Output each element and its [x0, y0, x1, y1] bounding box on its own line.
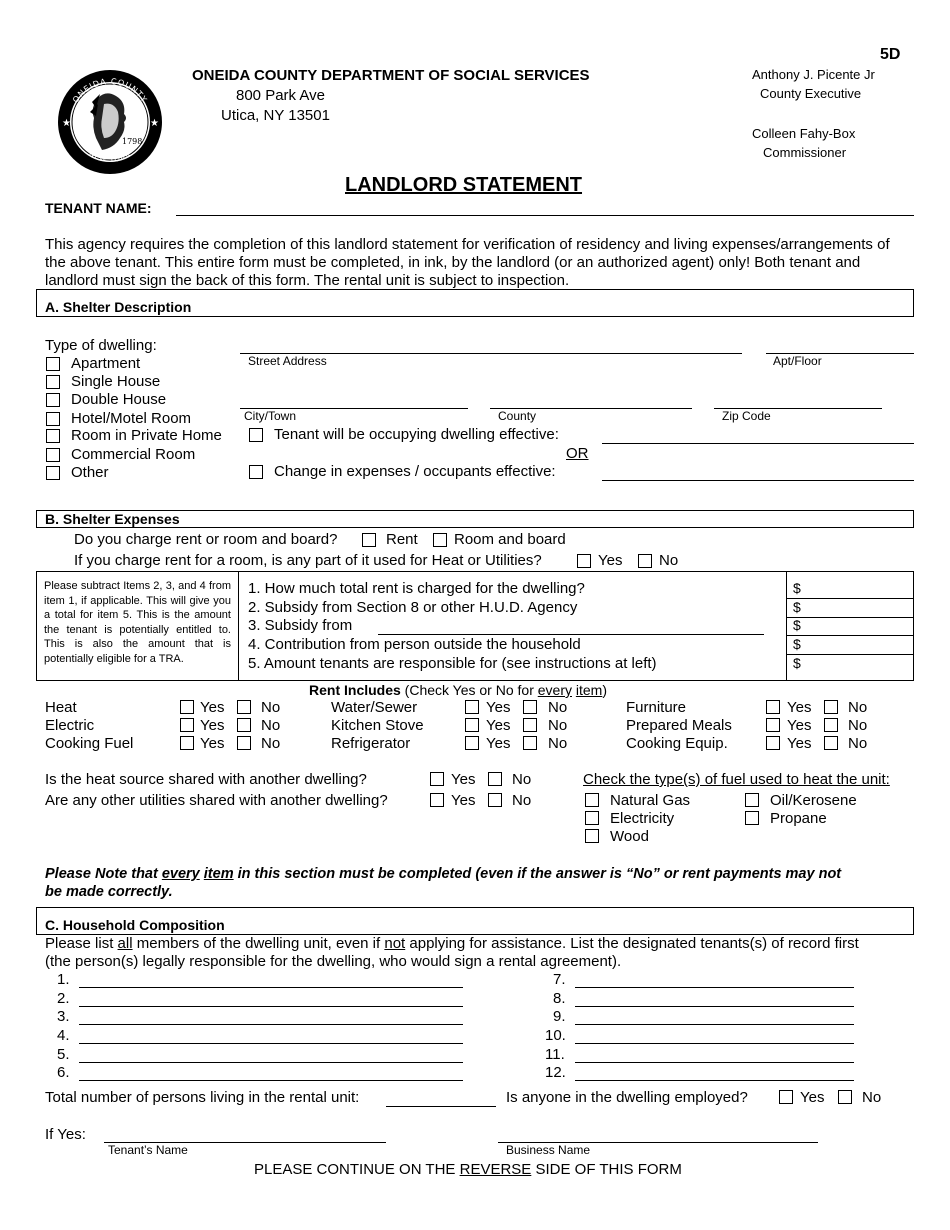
rent-item-amount-field[interactable] — [808, 655, 908, 673]
includes-yes-label: Yes — [787, 699, 812, 716]
rent-item-label: 2. Subsidy from Section 8 or other H.U.D. Agency — [248, 599, 578, 616]
includes-item-label: Water/Sewer — [331, 699, 418, 716]
includes-no-label: No — [261, 717, 281, 734]
utilities-shared-yes-checkbox[interactable] — [430, 793, 444, 807]
includes-yes-checkbox[interactable] — [465, 718, 479, 732]
street-address-label: Street Address — [248, 354, 327, 368]
room-board-label: Room and board — [454, 531, 566, 548]
rent-item-label: 1. How much total rent is charged for the dwelling? — [248, 580, 585, 597]
includes-yes-checkbox[interactable] — [766, 736, 780, 750]
includes-no-checkbox[interactable] — [523, 736, 537, 750]
member-number: 7. — [553, 971, 566, 988]
member-number: 9. — [553, 1008, 566, 1025]
member-number: 10. — [545, 1027, 566, 1044]
change-label: Change in expenses / occupants effective: — [274, 463, 556, 480]
commissioner-name: Colleen Fahy-Box — [752, 126, 856, 141]
occupying-date-field[interactable] — [602, 443, 914, 444]
includes-yes-checkbox[interactable] — [766, 700, 780, 714]
member-name-field[interactable] — [79, 1024, 463, 1025]
fuel-checkbox[interactable] — [745, 793, 759, 807]
subsidy-source-field[interactable] — [378, 634, 764, 635]
includes-no-checkbox[interactable] — [237, 736, 251, 750]
dwelling-type-label: Single House — [71, 373, 161, 390]
includes-yes-label: Yes — [486, 735, 511, 752]
member-number: 4. — [57, 1027, 70, 1044]
includes-no-label: No — [848, 717, 868, 734]
fuel-checkbox[interactable] — [585, 793, 599, 807]
fuel-label: Oil/Kerosene — [770, 792, 857, 809]
heat-shared-question: Is the heat source shared with another dwelling? — [45, 771, 367, 788]
rent-item-label: 3. Subsidy from — [248, 617, 353, 634]
seal-top-text: ONEIDA COUNTY — [70, 76, 150, 105]
rent-item-label: 5. Amount tenants are responsible for (see instructions at left) — [248, 655, 657, 672]
member-name-field[interactable] — [79, 1062, 463, 1063]
rent-item-dollar: $ — [793, 617, 801, 633]
section-b-title: B. Shelter Expenses — [45, 511, 180, 527]
fuel-checkbox[interactable] — [585, 829, 599, 843]
rent-item-amount-field[interactable] — [808, 636, 908, 654]
dwelling-type-checkbox[interactable] — [46, 429, 60, 443]
member-name-field[interactable] — [79, 1043, 463, 1044]
dwelling-type-label: Room in Private Home — [71, 427, 222, 444]
zip-label: Zip Code — [722, 409, 771, 423]
dwelling-type-label: Other — [71, 464, 109, 481]
includes-yes-checkbox[interactable] — [766, 718, 780, 732]
rent-item-dollar: $ — [793, 636, 801, 652]
includes-item-label: Furniture — [626, 699, 687, 716]
member-name-field[interactable] — [79, 1080, 463, 1081]
rent-item-dollar: $ — [793, 655, 801, 671]
city-label: City/Town — [244, 409, 297, 423]
member-number: 6. — [57, 1064, 70, 1081]
change-date-field[interactable] — [602, 480, 914, 481]
tenant-name-label: TENANT NAME: — [45, 200, 152, 216]
section-a-title: A. Shelter Description — [45, 299, 192, 315]
dwelling-type-label: Hotel/Motel Room — [71, 410, 192, 427]
note-line-2: be made correctly. — [45, 884, 173, 900]
heat-shared-yes-checkbox[interactable] — [430, 772, 444, 786]
rent-item-dollar: $ — [793, 599, 801, 615]
utilities-shared-question: Are any other utilities shared with another dwelling? — [45, 792, 388, 809]
includes-no-checkbox[interactable] — [523, 700, 537, 714]
includes-item-label: Heat — [45, 699, 77, 716]
heat-shared-no-label: No — [512, 771, 532, 788]
includes-no-label: No — [848, 699, 868, 716]
includes-item-label: Electric — [45, 717, 95, 734]
seal-bottom-text: NEW YORK — [87, 149, 133, 165]
member-number: 8. — [553, 990, 566, 1007]
total-persons-field[interactable] — [386, 1106, 496, 1107]
includes-yes-label: Yes — [486, 699, 511, 716]
member-name-field[interactable] — [79, 987, 463, 988]
section-a-header — [36, 289, 914, 317]
or-label: OR — [566, 445, 589, 462]
rent-item-label: 4. Contribution from person outside the household — [248, 636, 581, 653]
includes-no-checkbox[interactable] — [237, 700, 251, 714]
member-name-field[interactable] — [575, 1024, 854, 1025]
tenant-name-caption: Tenant’s Name — [108, 1143, 188, 1157]
rent-instructions: Please subtract Items 2, 3, and 4 from item 1, if applicable. This will give you a total for item 5. This is the amount the tenant is potentially entitled to. This is also the amount that is potentially eligible for a TRA. — [44, 580, 231, 665]
utilities-shared-no-label: No — [512, 792, 532, 809]
heat-utilities-question: If you charge rent for a room, is any part of it used for Heat or Utilities? — [74, 552, 542, 569]
dwelling-type-checkbox[interactable] — [46, 393, 60, 407]
utilities-shared-yes-label: Yes — [451, 792, 476, 809]
dwelling-type-label: Type of dwelling: — [45, 337, 157, 354]
includes-no-checkbox[interactable] — [824, 700, 838, 714]
includes-no-label: No — [548, 735, 568, 752]
section-c-header — [36, 907, 914, 935]
heat-utilities-no-checkbox[interactable] — [638, 554, 652, 568]
member-name-field[interactable] — [575, 1043, 854, 1044]
heat-shared-no-checkbox[interactable] — [488, 772, 502, 786]
includes-yes-label: Yes — [486, 717, 511, 734]
dwelling-type-checkbox[interactable] — [46, 357, 60, 371]
includes-item-label: Cooking Equip. — [626, 735, 728, 752]
includes-yes-label: Yes — [200, 717, 225, 734]
includes-yes-label: Yes — [787, 735, 812, 752]
total-persons-label: Total number of persons living in the rental unit: — [45, 1089, 360, 1106]
fuel-label: Propane — [770, 810, 827, 827]
member-name-field[interactable] — [575, 1080, 854, 1081]
member-number: 5. — [57, 1046, 70, 1063]
change-checkbox[interactable] — [249, 465, 263, 479]
heat-shared-yes-label: Yes — [451, 771, 476, 788]
includes-yes-label: Yes — [787, 717, 812, 734]
member-name-field[interactable] — [575, 1062, 854, 1063]
includes-no-checkbox[interactable] — [824, 736, 838, 750]
apt-floor-label: Apt/Floor — [773, 354, 822, 368]
fuel-label: Wood — [610, 828, 649, 845]
rent-includes-heading: Rent Includes (Check Yes or No for every item) — [309, 682, 607, 698]
dwelling-type-label: Apartment — [71, 355, 141, 372]
dwelling-type-label: Double House — [71, 391, 167, 408]
dwelling-type-checkbox[interactable] — [46, 412, 60, 426]
household-intro-2: (the person(s) legally responsible for the dwelling, who would sign a rental agreement). — [45, 953, 622, 970]
dwelling-type-checkbox[interactable] — [46, 466, 60, 480]
employed-yes-label: Yes — [800, 1089, 825, 1106]
form-title: LANDLORD STATEMENT — [345, 174, 583, 196]
room-board-checkbox[interactable] — [433, 533, 447, 547]
charge-question: Do you charge rent or room and board? — [74, 531, 338, 548]
agency-address-1: 800 Park Ave — [236, 87, 325, 104]
section-c-title: C. Household Composition — [45, 917, 225, 933]
includes-yes-checkbox[interactable] — [180, 700, 194, 714]
includes-yes-label: Yes — [200, 699, 225, 716]
heat-utilities-no-label: No — [659, 552, 679, 569]
includes-item-label: Refrigerator — [331, 735, 411, 752]
includes-no-label: No — [548, 699, 568, 716]
if-yes-label: If Yes: — [45, 1126, 86, 1143]
member-number: 11. — [545, 1046, 565, 1063]
includes-no-checkbox[interactable] — [523, 718, 537, 732]
agency-address-2: Utica, NY 13501 — [221, 107, 330, 124]
business-name-caption: Business Name — [506, 1143, 591, 1157]
employed-yes-checkbox[interactable] — [779, 1090, 793, 1104]
commissioner-title: Commissioner — [763, 145, 847, 160]
fuel-checkbox[interactable] — [745, 811, 759, 825]
fuel-checkbox[interactable] — [585, 811, 599, 825]
includes-yes-checkbox[interactable] — [465, 700, 479, 714]
rent-label: Rent — [386, 531, 418, 548]
dwelling-type-label: Commercial Room — [71, 446, 196, 463]
svg-text:★: ★ — [62, 118, 71, 129]
rent-item-dollar: $ — [793, 580, 801, 596]
form-code: 5D — [880, 46, 901, 63]
includes-item-label: Kitchen Stove — [331, 717, 424, 734]
member-number: 3. — [57, 1008, 70, 1025]
fuel-type-heading: Check the type(s) of fuel used to heat the unit: — [583, 771, 890, 788]
includes-yes-checkbox[interactable] — [180, 736, 194, 750]
includes-no-label: No — [548, 717, 568, 734]
employed-no-label: No — [862, 1089, 882, 1106]
includes-yes-label: Yes — [200, 735, 225, 752]
occupying-label: Tenant will be occupying dwelling effective: — [274, 426, 559, 443]
includes-no-label: No — [261, 735, 281, 752]
includes-yes-checkbox[interactable] — [465, 736, 479, 750]
includes-no-label: No — [848, 735, 868, 752]
tenant-name-field[interactable] — [176, 215, 914, 216]
executive-title: County Executive — [760, 86, 862, 101]
household-intro-1: Please list all members of the dwelling unit, even if not applying for assistance. List the designated tenants(s) of record first — [45, 935, 859, 952]
includes-no-label: No — [261, 699, 281, 716]
county-seal — [56, 68, 164, 176]
includes-item-label: Prepared Meals — [626, 717, 732, 734]
rent-checkbox[interactable] — [362, 533, 376, 547]
rent-item-amount-field[interactable] — [808, 617, 908, 635]
dwelling-type-checkbox[interactable] — [46, 375, 60, 389]
member-name-field[interactable] — [79, 1006, 463, 1007]
employed-no-checkbox[interactable] — [838, 1090, 852, 1104]
footer-continue: PLEASE CONTINUE ON THE REVERSE SIDE OF THIS FORM — [254, 1161, 682, 1178]
intro-paragraph: This agency requires the completion of this landlord statement for verification of residency and living expenses/arrangements of the above tenant. This entire form must be completed, in ink, by the landlord (or an authorized agent) only! Both tenant and landlord must sign the back of this form. The rental unit is subject to inspection. — [45, 236, 890, 289]
includes-item-label: Cooking Fuel — [45, 735, 134, 752]
occupying-checkbox[interactable] — [249, 428, 263, 442]
rent-item-amount-field[interactable] — [808, 580, 908, 598]
agency-name: ONEIDA COUNTY DEPARTMENT OF SOCIAL SERVICES — [192, 67, 590, 84]
member-number: 2. — [57, 990, 70, 1007]
employed-question: Is anyone in the dwelling employed? — [506, 1089, 748, 1106]
heat-utilities-yes-label: Yes — [598, 552, 623, 569]
fuel-label: Electricity — [610, 810, 675, 827]
county-label: County — [498, 409, 537, 423]
rent-item-amount-field[interactable] — [808, 599, 908, 617]
member-number: 1. — [57, 971, 70, 988]
svg-text:★: ★ — [150, 118, 159, 129]
member-number: 12. — [545, 1064, 566, 1081]
includes-no-checkbox[interactable] — [824, 718, 838, 732]
heat-utilities-yes-checkbox[interactable] — [577, 554, 591, 568]
fuel-label: Natural Gas — [610, 792, 691, 809]
member-name-field[interactable] — [575, 987, 854, 988]
includes-no-checkbox[interactable] — [237, 718, 251, 732]
note-line-1: Please Note that every item in this section must be completed (even if the answer is “No” or rent payments may not — [45, 866, 842, 882]
section-b-header — [36, 510, 914, 528]
executive-name: Anthony J. Picente Jr — [752, 67, 875, 82]
member-name-field[interactable] — [575, 1006, 854, 1007]
seal-year: 1798 — [122, 137, 143, 146]
dwelling-type-checkbox[interactable] — [46, 448, 60, 462]
includes-yes-checkbox[interactable] — [180, 718, 194, 732]
utilities-shared-no-checkbox[interactable] — [488, 793, 502, 807]
